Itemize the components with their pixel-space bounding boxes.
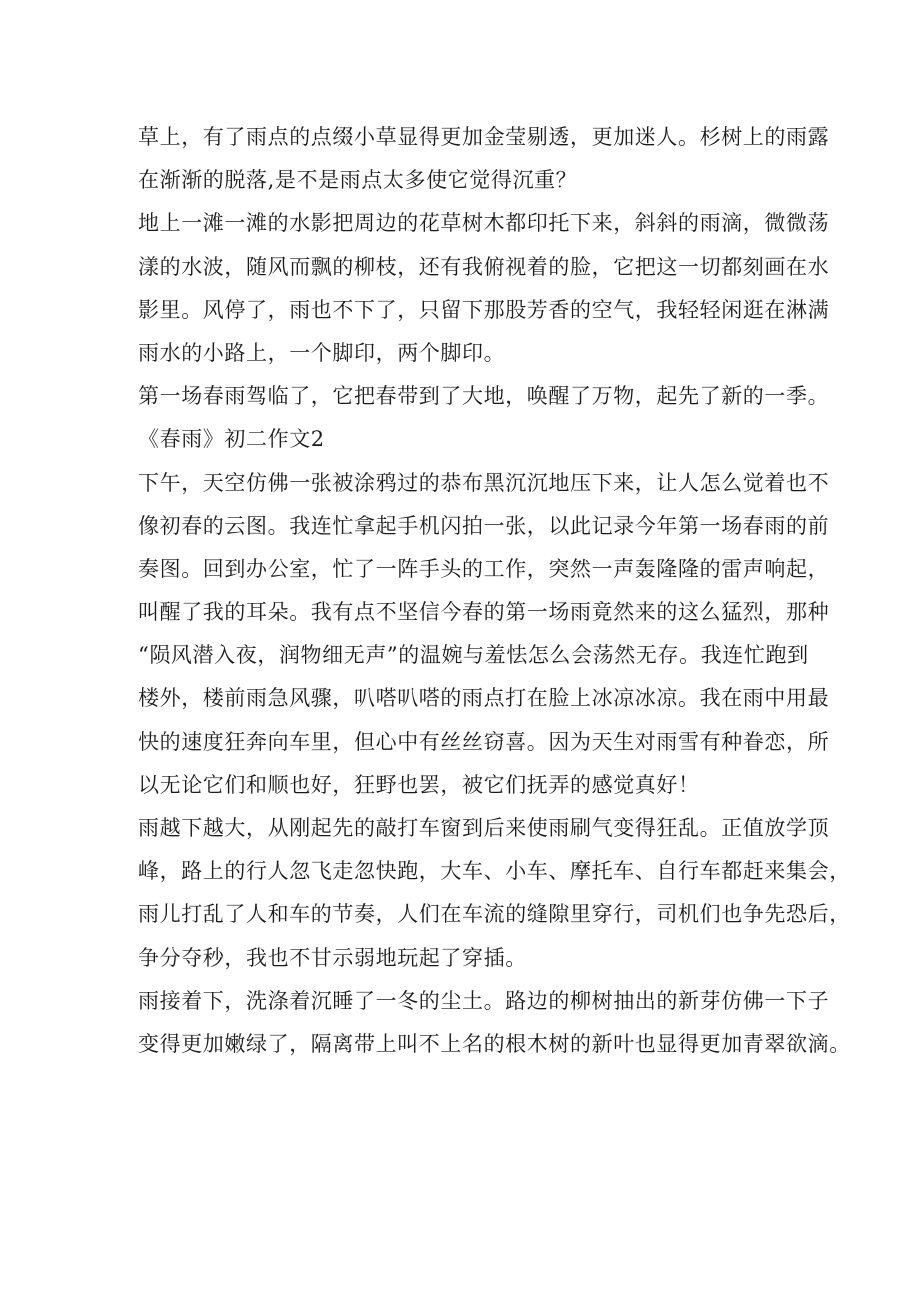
text-line: 雨接着下，洗涤着沉睡了一冬的尘土。路边的柳树抽出的新芽仿佛一下子 (138, 988, 830, 1013)
section-heading (138, 418, 800, 461)
text-line: 楼外，楼前雨急风骤，叭嗒叭嗒的雨点打在脸上冰凉冰凉。我在雨中用最 (138, 686, 830, 711)
text-line: 在渐渐的脱落,是不是雨点太多使它觉得沉重？ (138, 168, 578, 193)
text-line: 像初春的云图。我连忙拿起手机闪拍一张，以此记录今年第一场春雨的前 (138, 513, 830, 538)
text-line: 草上，有了雨点的点缀小草显得更加金莹剔透，更加迷人。杉树上的雨露 (138, 125, 830, 149)
text-line: 变得更加嫩绿了，隔离带上叫不上名的根木树的新叶也显得更加青翠欲滴。 (138, 1031, 851, 1056)
paragraph-3 (138, 375, 830, 418)
text-line: 奏图。回到办公室，忙了一阵手头的工作，突然一声轰隆隆的雷声响起， (138, 556, 830, 581)
paragraph-2 (138, 202, 830, 375)
text-line: 叫醒了我的耳朵。我有点不坚信今春的第一场雨竟然来的这么猛烈，那种 (138, 600, 830, 625)
text-line: 雨儿打乱了人和车的节奏，人们在车流的缝隙里穿行，司机们也争先恐后， (138, 902, 851, 927)
text-line: 影里。风停了，雨也不下了，只留下那股芳香的空气，我轻轻闲逛在淋满 (138, 297, 830, 322)
text-line: “陨风潜入夜，润物细无声”的温婉与羞怯怎么会荡然无存。我连忙跑到 (138, 643, 809, 668)
heading-text: 《春雨》初二作文2 (138, 427, 325, 452)
text-line: 争分夺秒，我也不甘示弱地玩起了穿插。 (138, 945, 527, 970)
text-line: 以无论它们和顺也好，狂野也罢，被它们抚弄的感觉真好！ (138, 772, 700, 797)
text-line: 地上一滩一滩的水影把周边的花草树木都印托下来，斜斜的雨滴，微微荡 (138, 211, 830, 236)
document-body (138, 116, 851, 1066)
text-line: 下午，天空仿佛一张被涂鸦过的恭布黑沉沉地压下来，让人怎么觉着也不 (138, 470, 830, 495)
text-line: 第一场春雨驾临了，它把春带到了大地，唤醒了万物，起先了新的一季。 (138, 384, 830, 409)
paragraph-4 (138, 462, 830, 808)
paragraph-5 (138, 807, 851, 980)
paragraph-1 (138, 116, 830, 202)
text-line: 雨越下越大，从刚起先的敲打车窗到后来使雨刷气变得狂乱。正值放学顶 (138, 816, 830, 840)
text-line: 雨水的小路上，一个脚印，两个脚印。 (138, 340, 506, 365)
paragraph-6 (138, 980, 851, 1066)
text-line: 漾的水波，随风而飘的柳枝，还有我俯视着的脸，它把这一切都刻画在水 (138, 254, 830, 279)
text-line: 峰，路上的行人忽飞走忽快跑，大车、小车、摩托车、自行车都赶来集会， (138, 859, 851, 884)
text-line: 快的速度狂奔向车里，但心中有丝丝窃喜。因为天生对雨雪有种眷恋，所 (138, 729, 830, 754)
